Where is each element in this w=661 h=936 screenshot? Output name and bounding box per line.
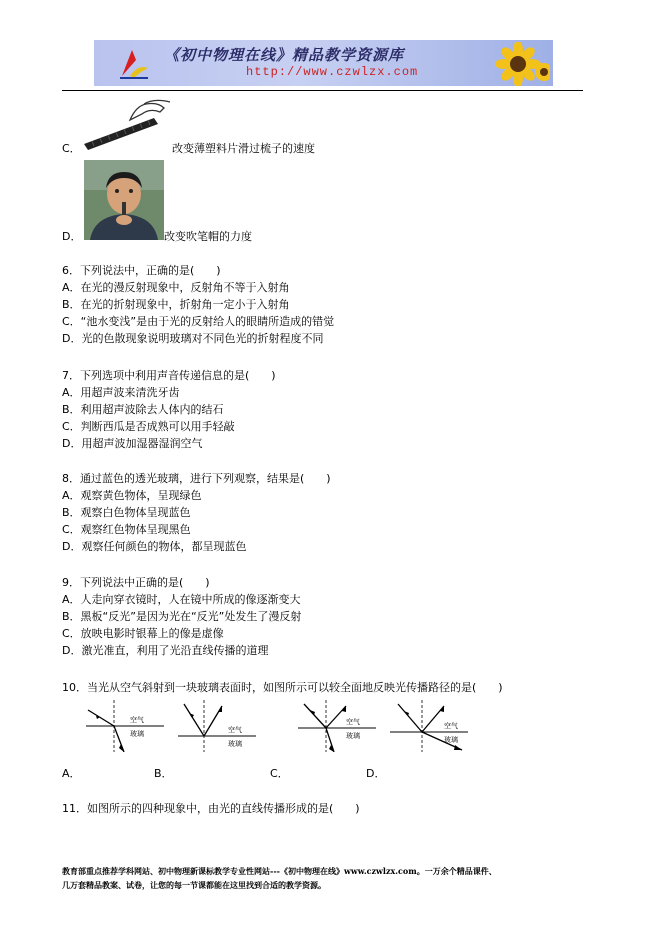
glass-label: 玻璃 bbox=[228, 740, 242, 748]
q10-diagram-c bbox=[296, 700, 378, 752]
header-rule bbox=[62, 90, 583, 91]
q10-option-d-label: D． bbox=[366, 767, 386, 780]
q6-option: A．在光的漫反射现象中，反射角不等于入射角 bbox=[62, 281, 290, 294]
glass-label: 玻璃 bbox=[444, 736, 458, 744]
q6-option: D．光的色散现象说明玻璃对不同色光的折射程度不同 bbox=[62, 332, 324, 345]
glass-label: 玻璃 bbox=[130, 730, 144, 738]
footer-line-2: 几万套精品教案、试卷，让您的每一节课都能在这里找到合适的教学资源。 bbox=[62, 880, 326, 890]
q10-stem: 10．当光从空气斜射到一块玻璃表面时，如图所示可以较全面地反映光传播路径的是( ) bbox=[62, 681, 503, 694]
q7-option: D．用超声波加湿器湿润空气 bbox=[62, 437, 203, 450]
q7-stem: 7．下列选项中利用声音传递信息的是( ) bbox=[62, 369, 276, 382]
q6-stem: 6．下列说法中，正确的是( ) bbox=[62, 264, 221, 277]
q5-option-d-label: D． bbox=[62, 230, 82, 243]
q5-option-c-text: 改变薄塑料片滑过梳子的速度 bbox=[172, 142, 315, 155]
q10-option-a-label: A． bbox=[62, 767, 81, 780]
sunflower-icon bbox=[486, 42, 550, 86]
glass-label: 玻璃 bbox=[346, 732, 360, 740]
boy-blowing-pen-cap-photo bbox=[84, 160, 164, 240]
q9-stem: 9．下列说法中正确的是( ) bbox=[62, 576, 210, 589]
q6-option: B．在光的折射现象中，折射角一定小于入射角 bbox=[62, 298, 290, 311]
q7-option: A．用超声波来清洗牙齿 bbox=[62, 386, 180, 399]
air-label: 空气 bbox=[444, 722, 458, 730]
q5-option-d-text: 改变吹笔帽的力度 bbox=[164, 230, 252, 243]
q8-option: B．观察白色物体呈现蓝色 bbox=[62, 506, 191, 519]
comb-plastic-sheet-image bbox=[84, 96, 174, 152]
air-label: 空气 bbox=[228, 726, 242, 734]
header-banner bbox=[94, 40, 553, 86]
banner-title: 《初中物理在线》精品教学资源库 bbox=[164, 46, 405, 64]
q11-stem: 11．如图所示的四种现象中，由光的直线传播形成的是( ) bbox=[62, 802, 360, 815]
q7-option: C．判断西瓜是否成熟可以用手轻敲 bbox=[62, 420, 235, 433]
air-label: 空气 bbox=[130, 716, 144, 724]
air-label: 空气 bbox=[346, 718, 360, 726]
q9-option: D．激光准直，利用了光沿直线传播的道理 bbox=[62, 644, 269, 657]
q8-option: A．观察黄色物体，呈现绿色 bbox=[62, 489, 202, 502]
q10-diagram-d bbox=[388, 700, 470, 752]
q8-option: D．观察任何颜色的物体，都呈现蓝色 bbox=[62, 540, 247, 553]
q9-option: C．放映电影时银幕上的像是虚像 bbox=[62, 627, 224, 640]
q5-option-c-label: C． bbox=[62, 142, 81, 155]
q7-option: B．利用超声波除去人体内的结石 bbox=[62, 403, 224, 416]
q10-option-b-label: B． bbox=[154, 767, 173, 780]
q6-option: C．“池水变浅”是由于光的反射给人的眼睛所造成的错觉 bbox=[62, 315, 335, 328]
q10-option-c-label: C． bbox=[270, 767, 289, 780]
q9-option: B．黑板“反光”是因为光在“反光”处发生了漫反射 bbox=[62, 610, 302, 623]
banner-url[interactable]: http://www.czwlzx.com bbox=[246, 65, 419, 79]
q8-option: C．观察红色物体呈现黑色 bbox=[62, 523, 191, 536]
footer-line-1: 教育部重点推荐学科网站、初中物理新课标教学专业性网站---《初中物理在线》www.czwlzx.com。一万余个精品课件、 bbox=[62, 866, 497, 876]
q9-option: A．人走向穿衣镜时，人在镜中所成的像逐渐变大 bbox=[62, 593, 301, 606]
q10-diagram-b bbox=[176, 700, 258, 752]
q10-diagram-a bbox=[84, 700, 166, 752]
q8-stem: 8．通过蓝色的透光玻璃，进行下列观察，结果是( ) bbox=[62, 472, 331, 485]
site-logo-icon bbox=[118, 46, 150, 80]
